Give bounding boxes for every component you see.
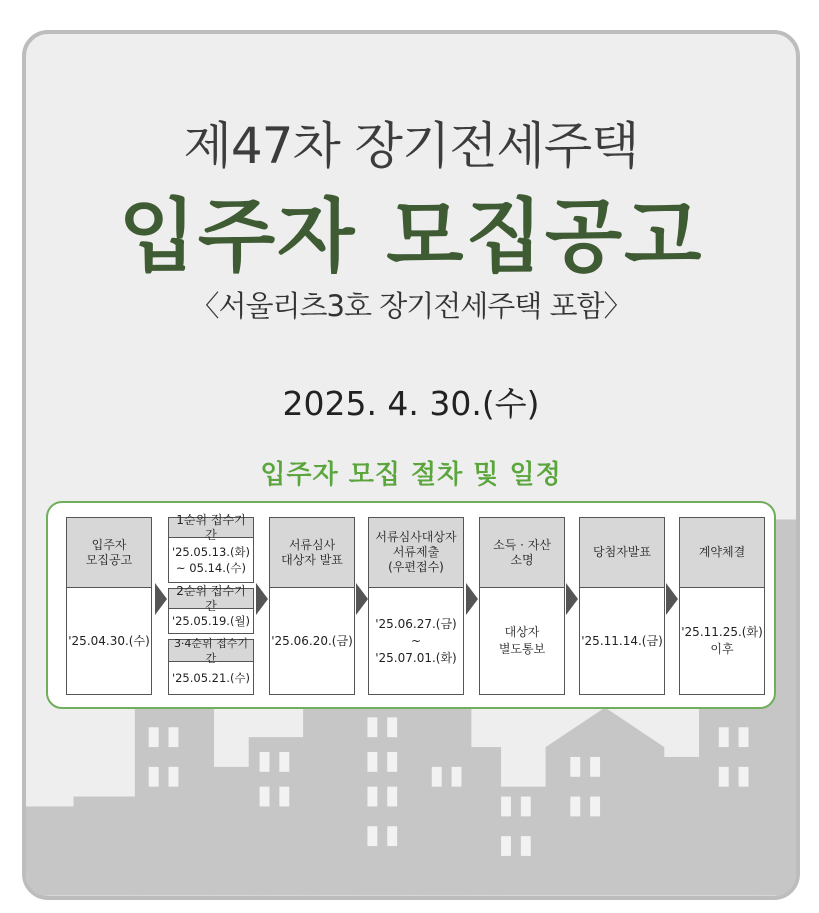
title-line-1: 제47차 장기전세주택 bbox=[183, 117, 639, 175]
schedule-panel bbox=[46, 501, 776, 709]
title-line-2: 입주자 모집공고 bbox=[118, 190, 704, 283]
step-body: '25.04.30.(수) bbox=[68, 633, 150, 648]
arrow-right-icon bbox=[256, 583, 268, 615]
step-document-submission: 서류심사대상자 서류제출 (우편접수) '25.06.27.(금) ~ '25.07.01.(화) bbox=[368, 517, 464, 695]
announcement-date: 2025. 4. 30.(수) bbox=[282, 384, 540, 423]
step-application-periods bbox=[168, 512, 254, 695]
round-1-box: 1순위 접수기간 '25.05.13.(화) ~ 05.14.(수) bbox=[168, 517, 254, 583]
step-winner-announcement: 당첨자발표 '25.11.14.(금) bbox=[579, 517, 665, 695]
step-document-review-announcement: 서류심사 대상자 발표 '25.06.20.(금) bbox=[269, 517, 355, 695]
subtitle: 〈서울리츠3호 장기전세주택 포함〉 bbox=[190, 289, 632, 323]
arrow-right-icon bbox=[356, 583, 368, 615]
announcement-poster bbox=[22, 30, 800, 900]
step-income-asset-verification: 소득 · 자산 소명 대상자 별도통보 bbox=[479, 517, 565, 695]
step-header: 입주자 모집공고 bbox=[67, 518, 151, 588]
step-contract-signing: 계약체결 '25.11.25.(화) 이후 bbox=[679, 517, 765, 695]
round-2-box: 2순위 접수기간 '25.05.19.(월) bbox=[168, 588, 254, 634]
arrow-right-icon bbox=[666, 583, 678, 615]
arrow-right-icon bbox=[466, 583, 478, 615]
step-recruitment-notice bbox=[66, 517, 152, 695]
arrow-right-icon bbox=[566, 583, 578, 615]
arrow-right-icon bbox=[155, 583, 167, 615]
schedule-title: 입주자 모집 절차 및 일정 bbox=[260, 460, 562, 490]
round-3-4-box: 3·4순위 접수기간 '25.05.21.(수) bbox=[168, 639, 254, 695]
